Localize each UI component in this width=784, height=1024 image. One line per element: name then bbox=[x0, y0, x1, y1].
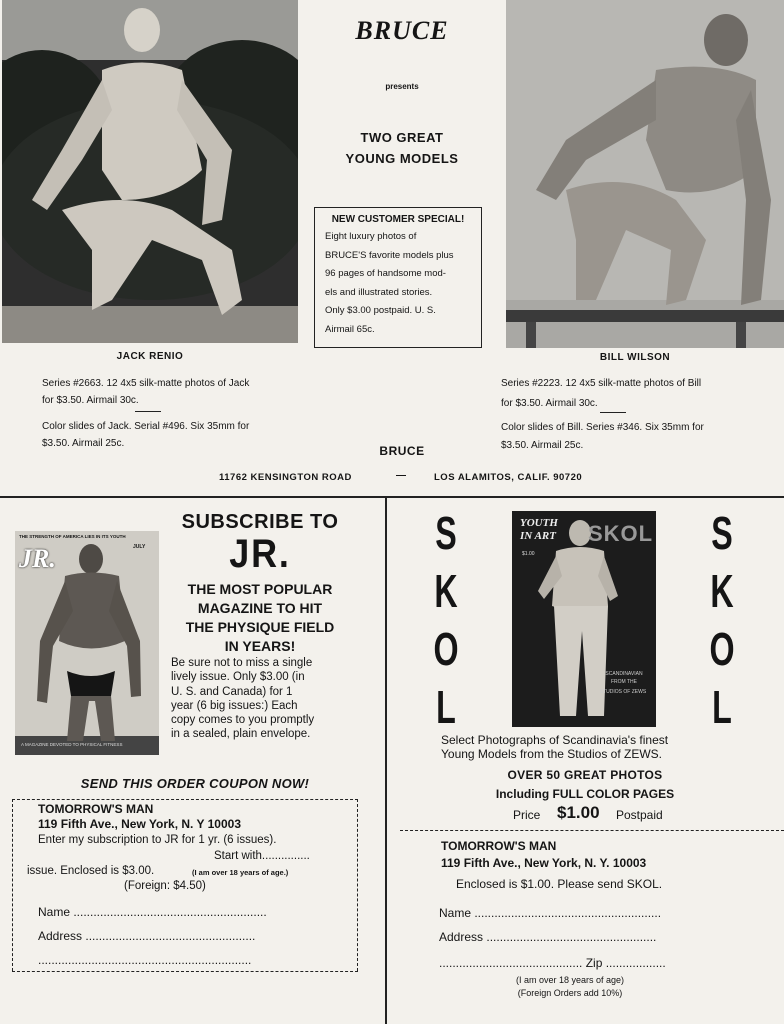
jr-coupon-foreign: (Foreign: $4.50) bbox=[124, 880, 206, 892]
headline-line1: TWO GREAT bbox=[360, 130, 444, 145]
jack-divider bbox=[135, 411, 161, 412]
skol-address-field[interactable]: Address ................................................... bbox=[439, 930, 657, 944]
skol-coupon-address: 119 Fifth Ave., New York, N. Y. 10003 bbox=[441, 856, 647, 870]
skol-letter-right-s: S bbox=[711, 507, 733, 559]
bruce-address-city: LOS ALAMITOS, CALIF. 90720 bbox=[434, 472, 583, 483]
jr-title: JR. bbox=[229, 532, 291, 576]
special-line: 96 pages of handsome mod- bbox=[325, 268, 446, 279]
section-divider-vertical bbox=[385, 497, 387, 1024]
skol-letter-left-o: O bbox=[433, 623, 459, 675]
skol-cover-logo: SKOL bbox=[588, 521, 654, 546]
skol-coupon-company: TOMORROW'S MAN bbox=[441, 839, 557, 853]
jr-address-field[interactable]: Address ................................................... bbox=[38, 929, 256, 943]
jr-body-line: lively issue. Only $3.00 (in bbox=[171, 671, 305, 683]
skol-price-label: Price bbox=[513, 808, 541, 822]
bill-divider bbox=[600, 412, 626, 413]
jack-renio-photo bbox=[2, 0, 298, 343]
skol-desc-line2: Young Models from the Studios of ZEWS. bbox=[441, 747, 662, 761]
presents-label: presents bbox=[385, 82, 419, 91]
special-title: NEW CUSTOMER SPECIAL! bbox=[331, 214, 465, 225]
jr-name-field[interactable]: Name .......................................................... bbox=[38, 905, 267, 919]
skol-letter-right-o: O bbox=[709, 623, 735, 675]
bill-wilson-caption: BILL WILSON bbox=[599, 352, 671, 363]
jr-coupon-address: 119 Fifth Ave., New York, N. Y 10003 bbox=[38, 817, 241, 831]
special-line: els and illustrated stories. bbox=[325, 286, 433, 298]
jr-pitch-line: MAGAZINE TO HIT bbox=[197, 600, 323, 616]
headline-line2: YOUNG MODELS bbox=[345, 151, 459, 166]
jr-body-line: in a sealed, plain envelope. bbox=[171, 728, 311, 740]
subscribe-heading: SUBSCRIBE TO bbox=[181, 511, 339, 533]
bruce-footer-brand: BRUCE bbox=[379, 444, 425, 458]
bill-slides-line2: $3.50. Airmail 25c. bbox=[501, 440, 584, 451]
skol-coupon-age: (I am over 18 years of age) bbox=[515, 975, 625, 985]
jr-body-line: year (6 big issues:) Each bbox=[171, 700, 298, 712]
special-line: Airmail 65c. bbox=[325, 323, 375, 335]
skol-cover-text1: SCANDINAVIAN bbox=[605, 671, 643, 677]
skol-coupon-border bbox=[400, 830, 784, 831]
skol-cover-price: $1.00 bbox=[522, 551, 535, 557]
special-line: Only $3.00 postpaid. U. S. bbox=[325, 305, 436, 316]
skol-letter-right-l: L bbox=[712, 681, 732, 733]
jr-body-line: copy comes to you promptly bbox=[171, 714, 315, 726]
jr-pitch-line: THE MOST POPULAR bbox=[187, 581, 333, 597]
bill-series-line2: for $3.50. Airmail 30c. bbox=[501, 398, 598, 409]
skol-cover-text3: STUDIOS OF ZEWS bbox=[599, 689, 647, 695]
new-customer-special-box bbox=[314, 207, 482, 348]
skol-cover-text2: FROM THE bbox=[610, 679, 638, 685]
jr-coupon-border-right bbox=[357, 799, 358, 971]
jr-extra-address-field[interactable]: ................................................................ bbox=[38, 953, 252, 967]
skol-offer-line2: Including FULL COLOR PAGES bbox=[495, 787, 675, 801]
jr-magazine-cover bbox=[15, 531, 159, 755]
jr-coupon-start: Start with............... bbox=[214, 850, 310, 862]
jr-cover-issue: JULY bbox=[133, 544, 146, 550]
jr-cover-logo: JR. bbox=[19, 544, 56, 573]
jr-body-line: Be sure not to miss a single bbox=[171, 657, 313, 669]
skol-price-value: $1.00 bbox=[557, 803, 600, 822]
skol-zip-field[interactable]: ........................................... Zip .................. bbox=[439, 956, 666, 970]
section-divider-horizontal bbox=[0, 496, 784, 498]
skol-magazine-cover bbox=[512, 511, 656, 727]
special-line: Eight luxury photos of bbox=[325, 231, 417, 242]
skol-cover-title2: IN ART bbox=[520, 530, 556, 542]
skol-letter-left-k: K bbox=[434, 565, 458, 617]
bruce-address-street: 11762 KENSINGTON ROAD bbox=[219, 472, 352, 483]
jack-series-line2: for $3.50. Airmail 30c. bbox=[42, 395, 139, 406]
jack-renio-caption: JACK RENIO bbox=[116, 351, 184, 362]
bill-slides-line1: Color slides of Bill. Series #346. Six 35mm for bbox=[501, 422, 704, 433]
jr-coupon-border-bottom bbox=[12, 971, 358, 972]
jr-pitch-line: IN YEARS! bbox=[224, 638, 296, 654]
jr-body-line: U. S. and Canada) for 1 bbox=[171, 686, 293, 698]
jack-slides-line2: $3.50. Airmail 25c. bbox=[42, 438, 125, 449]
jack-slides-line1: Color slides of Jack. Serial #496. Six 35mm for bbox=[42, 421, 250, 432]
skol-cover-title1: YOUTH bbox=[520, 517, 558, 529]
jr-cover-footer: A MAGAZINE DEVOTED TO PHYSICAL FITNESS bbox=[21, 742, 123, 747]
jr-coupon-border-left bbox=[12, 799, 13, 971]
skol-name-field[interactable]: Name ........................................................ bbox=[439, 906, 662, 920]
skol-letter-right-k: K bbox=[710, 565, 734, 617]
jr-pitch-line: THE PHYSIQUE FIELD bbox=[185, 619, 335, 635]
skol-letter-left-s: S bbox=[435, 507, 457, 559]
skol-coupon-foreign: (Foreign Orders add 10%) bbox=[517, 988, 623, 998]
skol-desc-line1: Select Photographs of Scandinavia's finest bbox=[441, 733, 669, 747]
jr-coupon-issue: issue. Enclosed is $3.00. bbox=[27, 865, 155, 877]
coupon-cta: SEND THIS ORDER COUPON NOW! bbox=[80, 776, 310, 791]
bruce-address-dash: — bbox=[396, 470, 406, 481]
jr-cover-tagline: THE STRENGTH OF AMERICA LIES IN ITS YOUTH bbox=[19, 534, 126, 539]
jr-coupon-enter: Enter my subscription to JR for 1 yr. (6 issues). bbox=[38, 834, 277, 846]
bill-wilson-photo bbox=[506, 0, 784, 348]
bruce-brand: BRUCE bbox=[355, 16, 449, 45]
jr-coupon-age: (I am over 18 years of age.) bbox=[192, 868, 289, 877]
skol-price-suffix: Postpaid bbox=[616, 808, 663, 822]
skol-offer-line1: OVER 50 GREAT PHOTOS bbox=[507, 768, 663, 782]
jack-series-line1: Series #2663. 12 4x5 silk-matte photos of Jack bbox=[42, 378, 250, 389]
jr-coupon-company: TOMORROW'S MAN bbox=[38, 802, 154, 816]
bill-series-line1: Series #2223. 12 4x5 silk-matte photos of Bill bbox=[501, 378, 702, 389]
skol-coupon-enclosed: Enclosed is $1.00. Please send SKOL. bbox=[456, 877, 663, 891]
skol-letter-left-l: L bbox=[436, 681, 456, 733]
jr-coupon-border-top bbox=[12, 799, 358, 800]
special-line: BRUCE'S favorite models plus bbox=[325, 249, 454, 261]
